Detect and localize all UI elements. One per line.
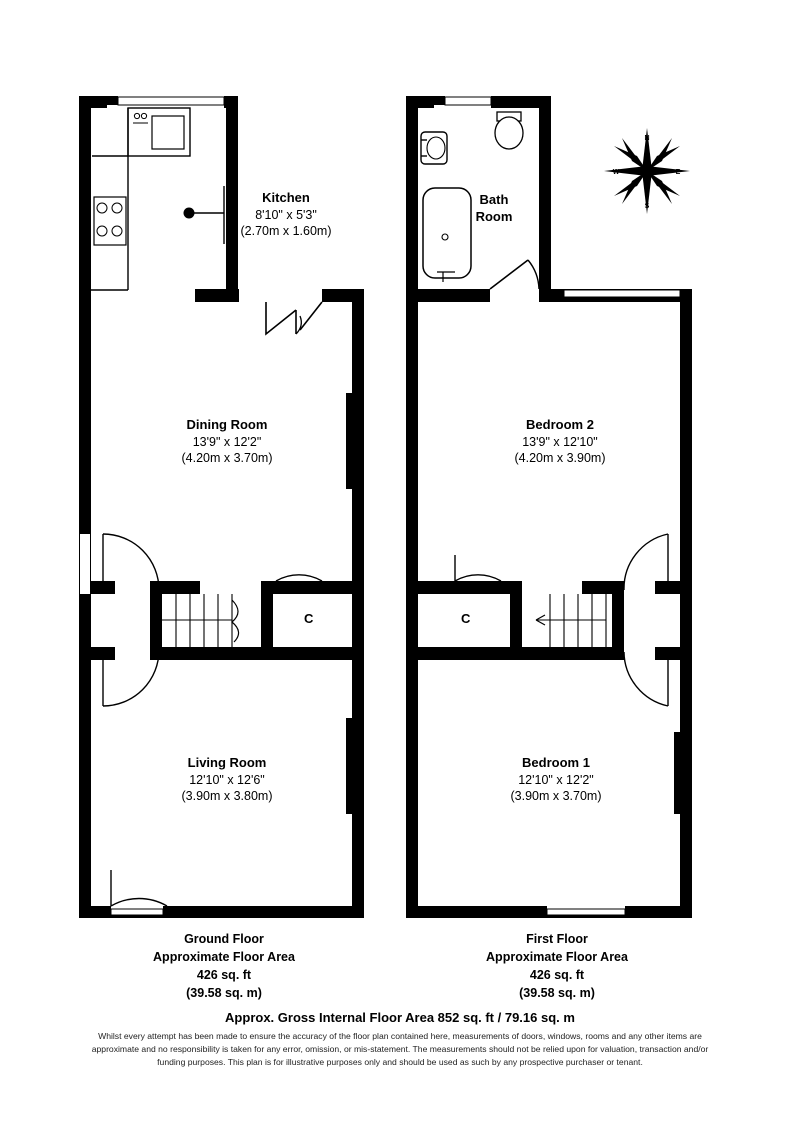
room-dimensions-metric: (3.90m x 3.70m) xyxy=(510,788,602,803)
total-area-title: Approx. Gross Internal Floor Area 852 sq. ft / 79.16 sq. m xyxy=(225,1010,575,1025)
floor-area-label: Approximate Floor Area xyxy=(153,950,295,965)
cupboard-label-ground: C xyxy=(304,611,314,626)
floor-name: Ground Floor xyxy=(184,932,264,946)
room-name: Living Room xyxy=(187,755,267,770)
room-label-bedroom-2 xyxy=(460,417,660,466)
room-name: Bedroom 1 xyxy=(522,755,590,770)
room-name: Bath xyxy=(479,192,509,207)
room-dimensions-imperial: 8'10" x 5'3" xyxy=(255,207,317,222)
compass-label-w: W xyxy=(612,169,620,176)
room-dimensions-imperial: 12'10" x 12'6" xyxy=(189,772,265,787)
disclaimer-text: Whilst every attempt has been made to ensure the accuracy of the floor plan contained here, measurements of doors, windows, rooms and any other items are approximate and no responsibility is taken for any error, omission, or mis-statement. The measurements should not be relied upon for valuation, transaction and/or funding purposes. This plan is for illustrative purposes only and should be used as such by any prospective purchaser or tenant. xyxy=(91,1031,709,1067)
room-name: Dining Room xyxy=(186,417,268,432)
room-dimensions-metric: (3.90m x 3.80m) xyxy=(181,788,273,803)
floor-area-m: (39.58 sq. m) xyxy=(186,986,262,1001)
room-dimensions-imperial: 13'9" x 12'10" xyxy=(522,434,598,449)
cupboard-label-first: C xyxy=(461,611,471,626)
floor-area-ft: 426 sq. ft xyxy=(196,968,252,983)
compass-label-s: S xyxy=(644,203,650,210)
compass-label-n: N xyxy=(644,135,650,142)
compass-rose xyxy=(604,128,690,214)
floor-area-label: Approximate Floor Area xyxy=(486,950,628,965)
room-name-line2: Room xyxy=(475,208,513,224)
room-dimensions-imperial: 13'9" x 12'2" xyxy=(192,434,262,449)
room-name: Kitchen xyxy=(262,190,310,205)
room-dimensions-metric: (4.20m x 3.90m) xyxy=(514,450,606,465)
room-label-bath-room xyxy=(452,192,536,225)
room-dimensions-imperial: 12'10" x 12'2" xyxy=(518,772,594,787)
room-name: Bedroom 2 xyxy=(526,417,594,432)
room-label-bedroom-1 xyxy=(456,755,656,804)
room-dimensions-metric: (2.70m x 1.60m) xyxy=(240,223,332,238)
first-floor-caption xyxy=(437,930,677,1003)
floor-name: First Floor xyxy=(526,932,588,946)
compass-label-e: E xyxy=(675,169,681,176)
room-dimensions-metric: (4.20m x 3.70m) xyxy=(181,450,273,465)
floor-area-ft: 426 sq. ft xyxy=(529,968,585,983)
floor-area-m: (39.58 sq. m) xyxy=(519,986,595,1001)
